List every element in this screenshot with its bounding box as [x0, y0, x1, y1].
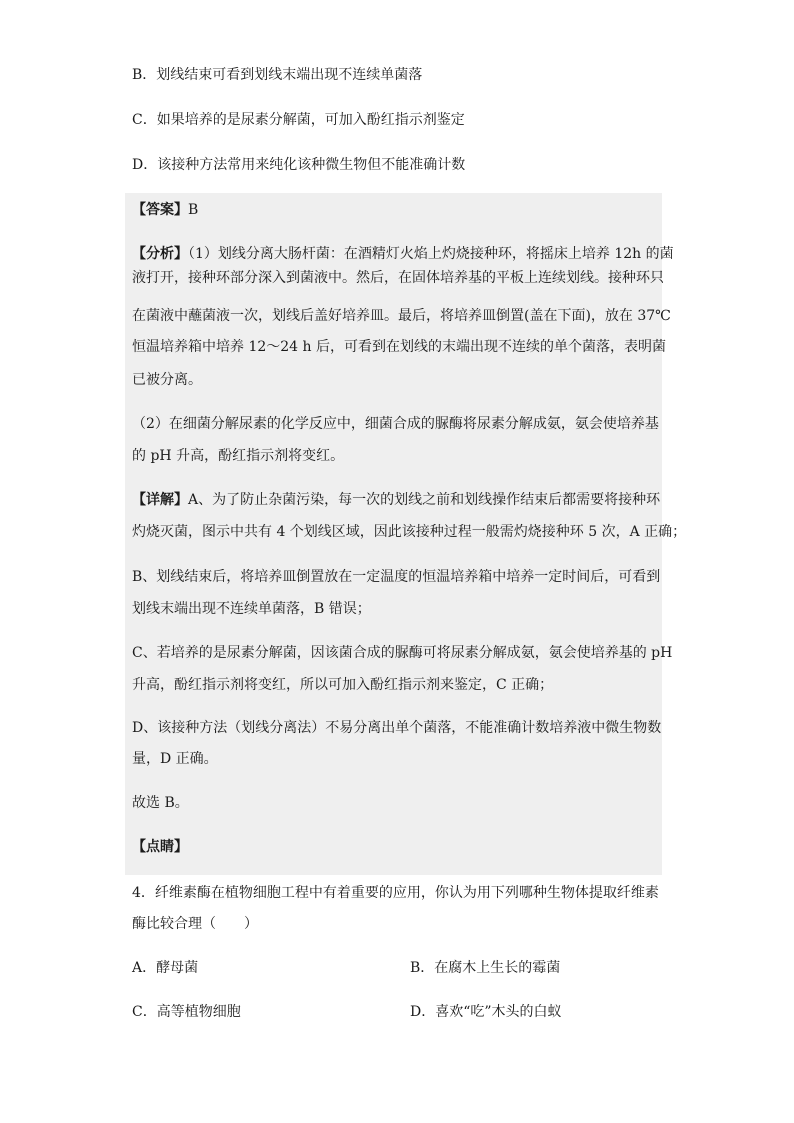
answer-label: 【答案】: [132, 202, 188, 218]
detail-b-line-2: 划线末端出现不连续单菌落，B 错误；: [132, 601, 371, 617]
analysis-label: 【分析】: [132, 246, 188, 262]
detail-line-1: [132, 490, 660, 510]
option-c-prev: C．如果培养的是尿素分解菌，可加入酚红指示剂鉴定: [132, 112, 465, 128]
analysis-p2-line-2: 的 pH 升高，酚红指示剂将变红。: [132, 448, 345, 464]
detail-c-line-2: 升高，酚红指示剂将变红，所以可加入酚红指示剂来鉴定，C 正确；: [132, 677, 554, 693]
detail-c-line-1: C、若培养的是尿素分解菌，因该菌合成的脲酶可将尿素分解成氨，氨会使培养基的 pH: [132, 645, 673, 661]
question4-option-a: A．酵母菌: [132, 960, 199, 976]
analysis-line-1: [132, 244, 674, 264]
tip-label: 【点睛】: [132, 839, 188, 855]
question4-option-b: B．在腐木上生长的霉菌: [410, 960, 561, 976]
answer-line: [132, 200, 198, 220]
answer-value: B: [188, 202, 199, 218]
analysis-text-1: （1）划线分离大肠杆菌：在酒精灯火焰上灼烧接种环，将摇床上培养 12h 的菌: [188, 246, 674, 262]
detail-b-line-1: B、划线结束后，将培养皿倒置放在一定温度的恒温培养箱中培养一定时间后，可看到: [132, 569, 661, 585]
conclusion-line: 故选 B。: [132, 795, 189, 811]
question4-stem-2: 酶比较合理（ ）: [132, 916, 258, 932]
detail-d-line-2: 量，D 正确。: [132, 751, 218, 767]
detail-label: 【详解】: [132, 492, 188, 508]
detail-a-line-2: 灼烧灭菌，图示中共有 4 个划线区域，因此该接种过程一般需灼烧接种环 5 次，A 正确；: [132, 524, 687, 540]
detail-d-line-1: D、该接种方法（划线分离法）不易分离出单个菌落，不能准确计数培养液中微生物数: [132, 720, 662, 736]
question4-option-d: D．喜欢“吃”木头的白蚁: [410, 1004, 562, 1020]
analysis-line-2: 液打开，接种环部分深入到菌液中。然后，在固体培养基的平板上连续划线。接种环只: [132, 270, 664, 286]
analysis-line-3: 在菌液中蘸菌液一次，划线后盖好培养皿。最后，将培养皿倒置(盖在下面)，放在 37℃: [132, 308, 671, 324]
analysis-line-4: 恒温培养箱中培养 12～24 h 后，可看到在划线的末端出现不连续的单个菌落，表明菌: [132, 339, 666, 355]
analysis-line-5: 已被分离。: [132, 372, 202, 388]
question4-option-c: C．高等植物细胞: [132, 1004, 241, 1020]
analysis-p2-line-1: （2）在细菌分解尿素的化学反应中，细菌合成的脲酶将尿素分解成氨，氨会使培养基: [132, 416, 659, 432]
detail-a-text-1: A、为了防止杂菌污染，每一次的划线之前和划线操作结束后都需要将接种环: [188, 492, 661, 508]
option-d-prev: D．该接种方法常用来纯化该种微生物但不能准确计数: [132, 157, 466, 173]
question4-stem-1: 4．纤维素酶在植物细胞工程中有着重要的应用，你认为用下列哪种生物体提取纤维素: [132, 885, 659, 901]
option-b-prev: B．划线结束可看到划线末端出现不连续单菌落: [132, 67, 423, 83]
